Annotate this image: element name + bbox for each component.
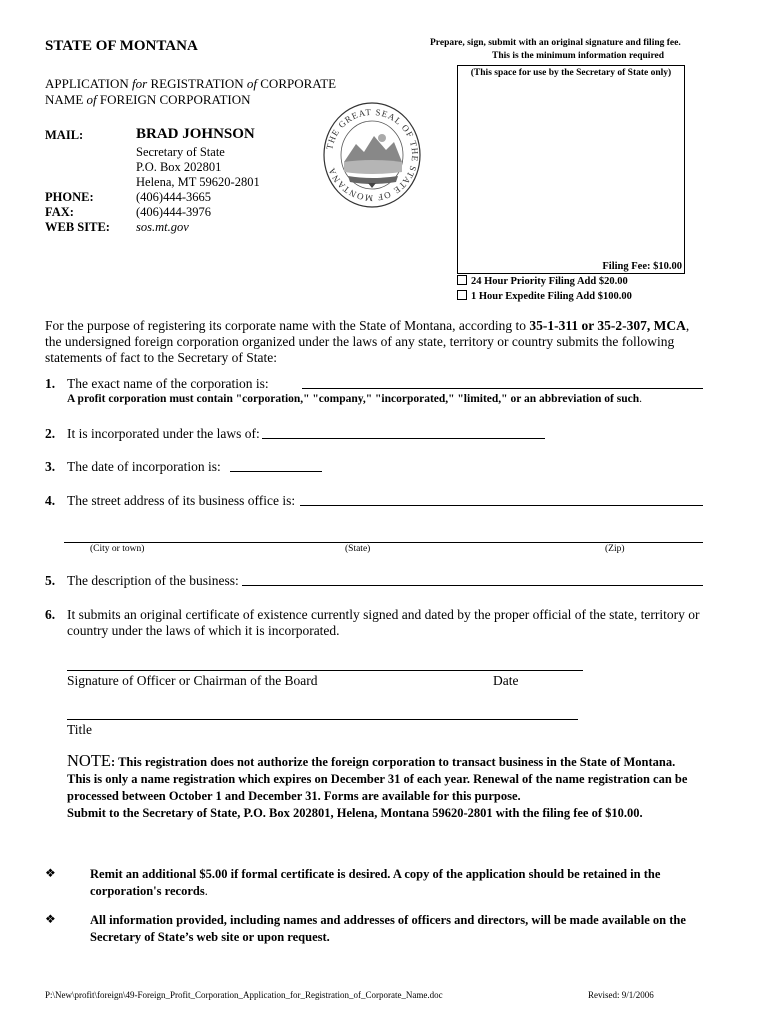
minimum-info: This is the minimum information required bbox=[492, 51, 664, 61]
note-label: NOTE bbox=[67, 751, 111, 770]
city-state-zip-field[interactable] bbox=[64, 542, 703, 543]
priority-filing-option: 24 Hour Priority Filing Add $20.00 bbox=[457, 275, 628, 287]
footer-revised: Revised: 9/1/2006 bbox=[588, 990, 654, 1000]
fax-label: FAX: bbox=[45, 205, 74, 219]
bullet-2-text: All information provided, including names and addresses of officers and directors, will be made available on the Secretary of State’s web site or upon request. bbox=[90, 913, 686, 944]
state-seal-icon bbox=[322, 100, 422, 210]
title-field[interactable] bbox=[67, 719, 578, 720]
expedite-checkbox[interactable] bbox=[457, 290, 467, 300]
priority-checkbox[interactable] bbox=[457, 275, 467, 285]
incorporation-date-field[interactable] bbox=[230, 471, 322, 472]
po-box: P.O. Box 202801 bbox=[136, 160, 222, 174]
note-block: NOTE: This registration does not authorize the foreign corporation to transact business in the State of Montana. This is only a name registration which expires on December 31 of each year. Renewal of the name registration can be processed between October 1 and December 31. Forms are available for this purpose. Submit to the Secretary of State, P.O. Box 202801, Helena, Montana 59620-2801 with the filing fee of $10.00. bbox=[67, 752, 697, 822]
item-1-label: The exact name of the corporation is: bbox=[67, 376, 269, 391]
incorporation-laws-field[interactable] bbox=[262, 438, 545, 439]
web-value: sos.mt.gov bbox=[136, 220, 189, 234]
fax-value: (406)444-3976 bbox=[136, 205, 211, 219]
item-5-label: The description of the business: bbox=[67, 573, 239, 588]
item-6-text: It submits an original certificate of existence currently signed and dated by the proper official of the state, territory or country under the laws of which it is incorporated. bbox=[67, 607, 700, 638]
phone-label: PHONE: bbox=[45, 190, 94, 204]
seal-text: THE GREAT SEAL OF THE STATE OF MONTANA bbox=[324, 106, 421, 204]
mail-label: MAIL: bbox=[45, 128, 84, 142]
office-use-label: (This space for use by the Secretary of State only) bbox=[470, 68, 672, 78]
note-submit: Submit to the Secretary of State, P.O. Box 202801, Helena, Montana 59620-2801 with the filing fee of $10.00. bbox=[67, 806, 643, 820]
city-label: (City or town) bbox=[90, 544, 145, 554]
bullet-1-icon: ❖ bbox=[45, 866, 56, 880]
city-address: Helena, MT 59620-2801 bbox=[136, 175, 260, 189]
item-1-note: A profit corporation must contain "corporation," "company," "incorporated," "limited," or an abbreviation of such. bbox=[67, 393, 642, 405]
item-4-number: 4. bbox=[45, 493, 56, 508]
state-label: (State) bbox=[345, 544, 371, 554]
intro-paragraph: For the purpose of registering its corporate name with the State of Montana, according to 35-1-311 or 35-2-307, MCA, the undersigned foreign corporation organized under the laws of any state, territory or country submits the following statements of fact to the Secretary of State: bbox=[45, 318, 690, 365]
item-5-number: 5. bbox=[45, 573, 56, 588]
office-use-box bbox=[457, 65, 685, 274]
signature-label: Signature of Officer or Chairman of the Board bbox=[67, 673, 318, 688]
filing-fee: Filing Fee: $10.00 bbox=[602, 261, 682, 272]
bullet-1-text: Remit an additional $5.00 if formal certificate is desired. A copy of the application should be retained in the corporation's records. bbox=[90, 867, 661, 898]
business-description-field[interactable] bbox=[242, 585, 703, 586]
item-1-number: 1. bbox=[45, 376, 56, 391]
state-title: STATE OF MONTANA bbox=[45, 38, 198, 54]
bullet-2-icon: ❖ bbox=[45, 912, 56, 926]
expedite-filing-option: 1 Hour Expedite Filing Add $100.00 bbox=[457, 290, 632, 302]
footer-file-path: P:\New\profit\foreign\49-Foreign_Profit_Corporation_Application_for_Registration_of_Corporate_Name.doc bbox=[45, 990, 443, 1000]
item-2-label: It is incorporated under the laws of: bbox=[67, 426, 260, 441]
secretary-name: BRAD JOHNSON bbox=[136, 126, 255, 142]
web-label: WEB SITE: bbox=[45, 220, 110, 234]
zip-label: (Zip) bbox=[605, 544, 625, 554]
corporation-name-field[interactable] bbox=[302, 388, 703, 389]
phone-value: (406)444-3665 bbox=[136, 190, 211, 204]
street-address-field[interactable] bbox=[300, 505, 703, 506]
secretary-title: Secretary of State bbox=[136, 145, 225, 159]
date-label: Date bbox=[493, 673, 519, 688]
item-6-number: 6. bbox=[45, 607, 56, 622]
item-3-label: The date of incorporation is: bbox=[67, 459, 221, 474]
submit-instructions: Prepare, sign, submit with an original signature and filing fee. bbox=[430, 38, 681, 48]
title-label: Title bbox=[67, 722, 93, 737]
signature-field[interactable] bbox=[67, 670, 583, 671]
item-4-label: The street address of its business office is: bbox=[67, 493, 296, 508]
item-3-number: 3. bbox=[45, 459, 56, 474]
item-2-number: 2. bbox=[45, 426, 56, 441]
application-title: APPLICATION for REGISTRATION of CORPORATE NAME of FOREIGN CORPORATION bbox=[45, 76, 337, 107]
